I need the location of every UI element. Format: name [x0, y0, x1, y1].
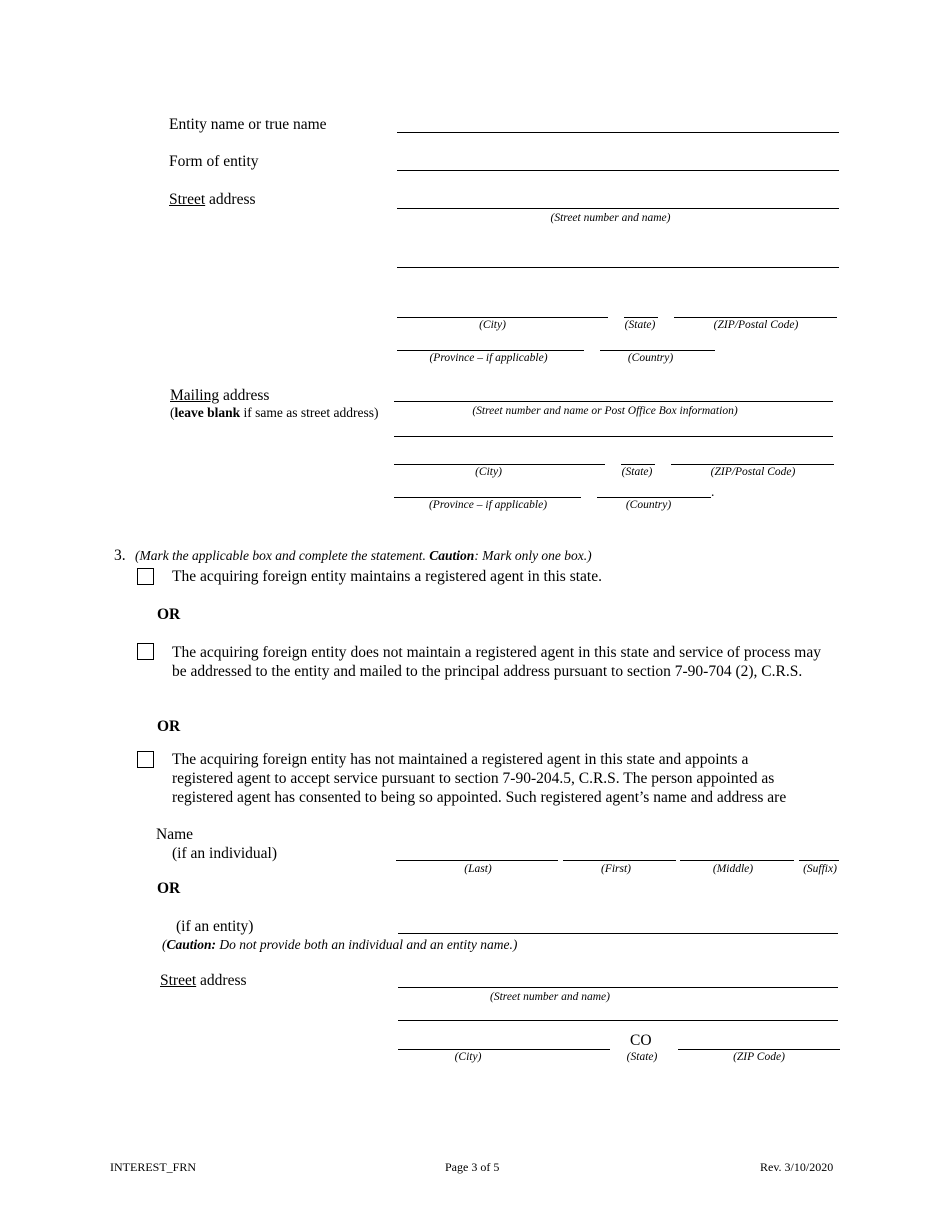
address-word: address: [205, 191, 256, 208]
mailing-province-caption: (Province – if applicable): [428, 499, 548, 511]
mailing-street-line2-field[interactable]: [394, 436, 833, 437]
form-of-entity-field[interactable]: [397, 170, 839, 171]
agent-last-caption: (Last): [464, 863, 492, 875]
mailing-province-field[interactable]: [394, 497, 581, 498]
state-field[interactable]: [624, 317, 658, 318]
instruction-caution: Caution: [429, 548, 475, 563]
agent-first-caption: (First): [600, 863, 632, 875]
zip-caption: (ZIP/Postal Code): [713, 319, 799, 331]
agent-zip-field[interactable]: [678, 1049, 840, 1050]
option-appoint-agent-line3: registered agent has consented to being so appointed. Such registered agent’s name and address are: [172, 789, 787, 806]
agent-city-field[interactable]: [398, 1049, 610, 1050]
section-3-number: 3.: [114, 547, 126, 564]
agent-street-caption: (Street number and name): [490, 991, 610, 1003]
agent-street-address-label: [160, 972, 247, 990]
mailing-address-word: address: [219, 387, 270, 404]
agent-address-word: address: [196, 972, 247, 989]
street-number-caption: (Street number and name): [550, 212, 671, 224]
note-rest: if same as street address): [240, 405, 379, 420]
footer-revision: Rev. 3/10/2020: [760, 1160, 834, 1174]
option-maintains-agent-text: The acquiring foreign entity maintains a registered agent in this state.: [172, 568, 602, 585]
agent-suffix-field[interactable]: [799, 860, 839, 861]
agent-caution-note: [162, 937, 517, 953]
caution-rest: Do not provide both an individual and an entity name.): [216, 937, 518, 952]
caution-open-paren: (: [162, 937, 167, 952]
mailing-word: Mailing: [170, 387, 220, 404]
or-label-2: OR: [157, 718, 181, 735]
agent-middle-name-field[interactable]: [680, 860, 794, 861]
city-caption: (City): [479, 319, 506, 331]
mailing-country-field[interactable]: [597, 497, 711, 498]
agent-last-name-field[interactable]: [396, 860, 558, 861]
province-field[interactable]: [397, 350, 584, 351]
footer-form-id: INTEREST_FRN: [110, 1160, 197, 1174]
or-label-3: OR: [157, 880, 181, 897]
footer-page-number: Page 3 of 5: [445, 1160, 500, 1174]
instruction-text-end: : Mark only one box.): [474, 548, 592, 563]
country-period: .: [711, 484, 715, 499]
mailing-city-field[interactable]: [394, 464, 605, 465]
agent-first-name-field[interactable]: [563, 860, 676, 861]
mailing-country-caption: (Country): [625, 499, 672, 511]
agent-middle-caption: (Middle): [712, 863, 754, 875]
agent-entity-name-field[interactable]: [398, 933, 838, 934]
option-maintains-agent-checkbox[interactable]: [137, 568, 154, 585]
country-field[interactable]: [600, 350, 715, 351]
option-no-agent-checkbox[interactable]: [137, 643, 154, 660]
option-appoint-agent-checkbox[interactable]: [137, 751, 154, 768]
option-appoint-agent-line1: The acquiring foreign entity has not maintained a registered agent in this state and appoints a: [172, 751, 749, 768]
instruction-text: (Mark the applicable box and complete the statement.: [135, 548, 430, 563]
agent-state-value: CO: [630, 1032, 652, 1049]
leave-blank-bold: leave blank: [174, 405, 241, 420]
option-appoint-agent-line2: registered agent to accept service pursuant to section 7-90-204.5, C.R.S. The person appointed as: [172, 770, 775, 787]
mailing-street-caption: (Street number and name or Post Office Box information): [472, 405, 738, 417]
agent-street-field[interactable]: [398, 987, 838, 988]
mailing-address-note: [170, 405, 378, 421]
agent-state-caption: (State): [626, 1051, 658, 1063]
agent-street-line2-field[interactable]: [398, 1020, 838, 1021]
agent-individual-label: (if an individual): [172, 845, 278, 862]
entity-name-field[interactable]: [397, 132, 839, 133]
section-3-instruction: [135, 548, 592, 564]
mailing-zip-caption: (ZIP/Postal Code): [710, 466, 796, 478]
street-address-field[interactable]: [397, 208, 839, 209]
agent-name-label: Name: [156, 826, 194, 843]
state-caption: (State): [624, 319, 656, 331]
street-address-label: [169, 191, 256, 209]
form-of-entity-label: Form of entity: [169, 153, 259, 170]
mailing-street-field[interactable]: [394, 401, 833, 402]
mailing-city-caption: (City): [475, 466, 502, 478]
agent-entity-label: (if an entity): [176, 918, 254, 935]
note-open-paren: (: [170, 405, 175, 420]
street-word: Street: [169, 191, 206, 208]
mailing-address-label: [170, 387, 269, 405]
entity-name-label: Entity name or true name: [169, 116, 327, 133]
zip-field[interactable]: [674, 317, 837, 318]
agent-street-word: Street: [160, 972, 197, 989]
agent-suffix-caption: (Suffix): [803, 863, 837, 875]
mailing-zip-field[interactable]: [671, 464, 834, 465]
country-caption: (Country): [627, 352, 674, 364]
agent-city-caption: (City): [454, 1051, 482, 1063]
agent-zip-caption: (ZIP Code): [733, 1051, 785, 1063]
street-address-line2-field[interactable]: [397, 267, 839, 268]
province-caption: (Province – if applicable): [429, 352, 548, 364]
mailing-state-field[interactable]: [621, 464, 655, 465]
mailing-state-caption: (State): [621, 466, 653, 478]
or-label-1: OR: [157, 606, 181, 623]
caution-bold: Caution:: [166, 937, 217, 952]
city-field[interactable]: [397, 317, 608, 318]
option-no-agent-text: The acquiring foreign entity does not maintain a registered agent in this state and service of process may be addressed to the entity and mailed to the principal address pursuant to section 7-90-704 (2), C.R.S.: [172, 644, 821, 680]
